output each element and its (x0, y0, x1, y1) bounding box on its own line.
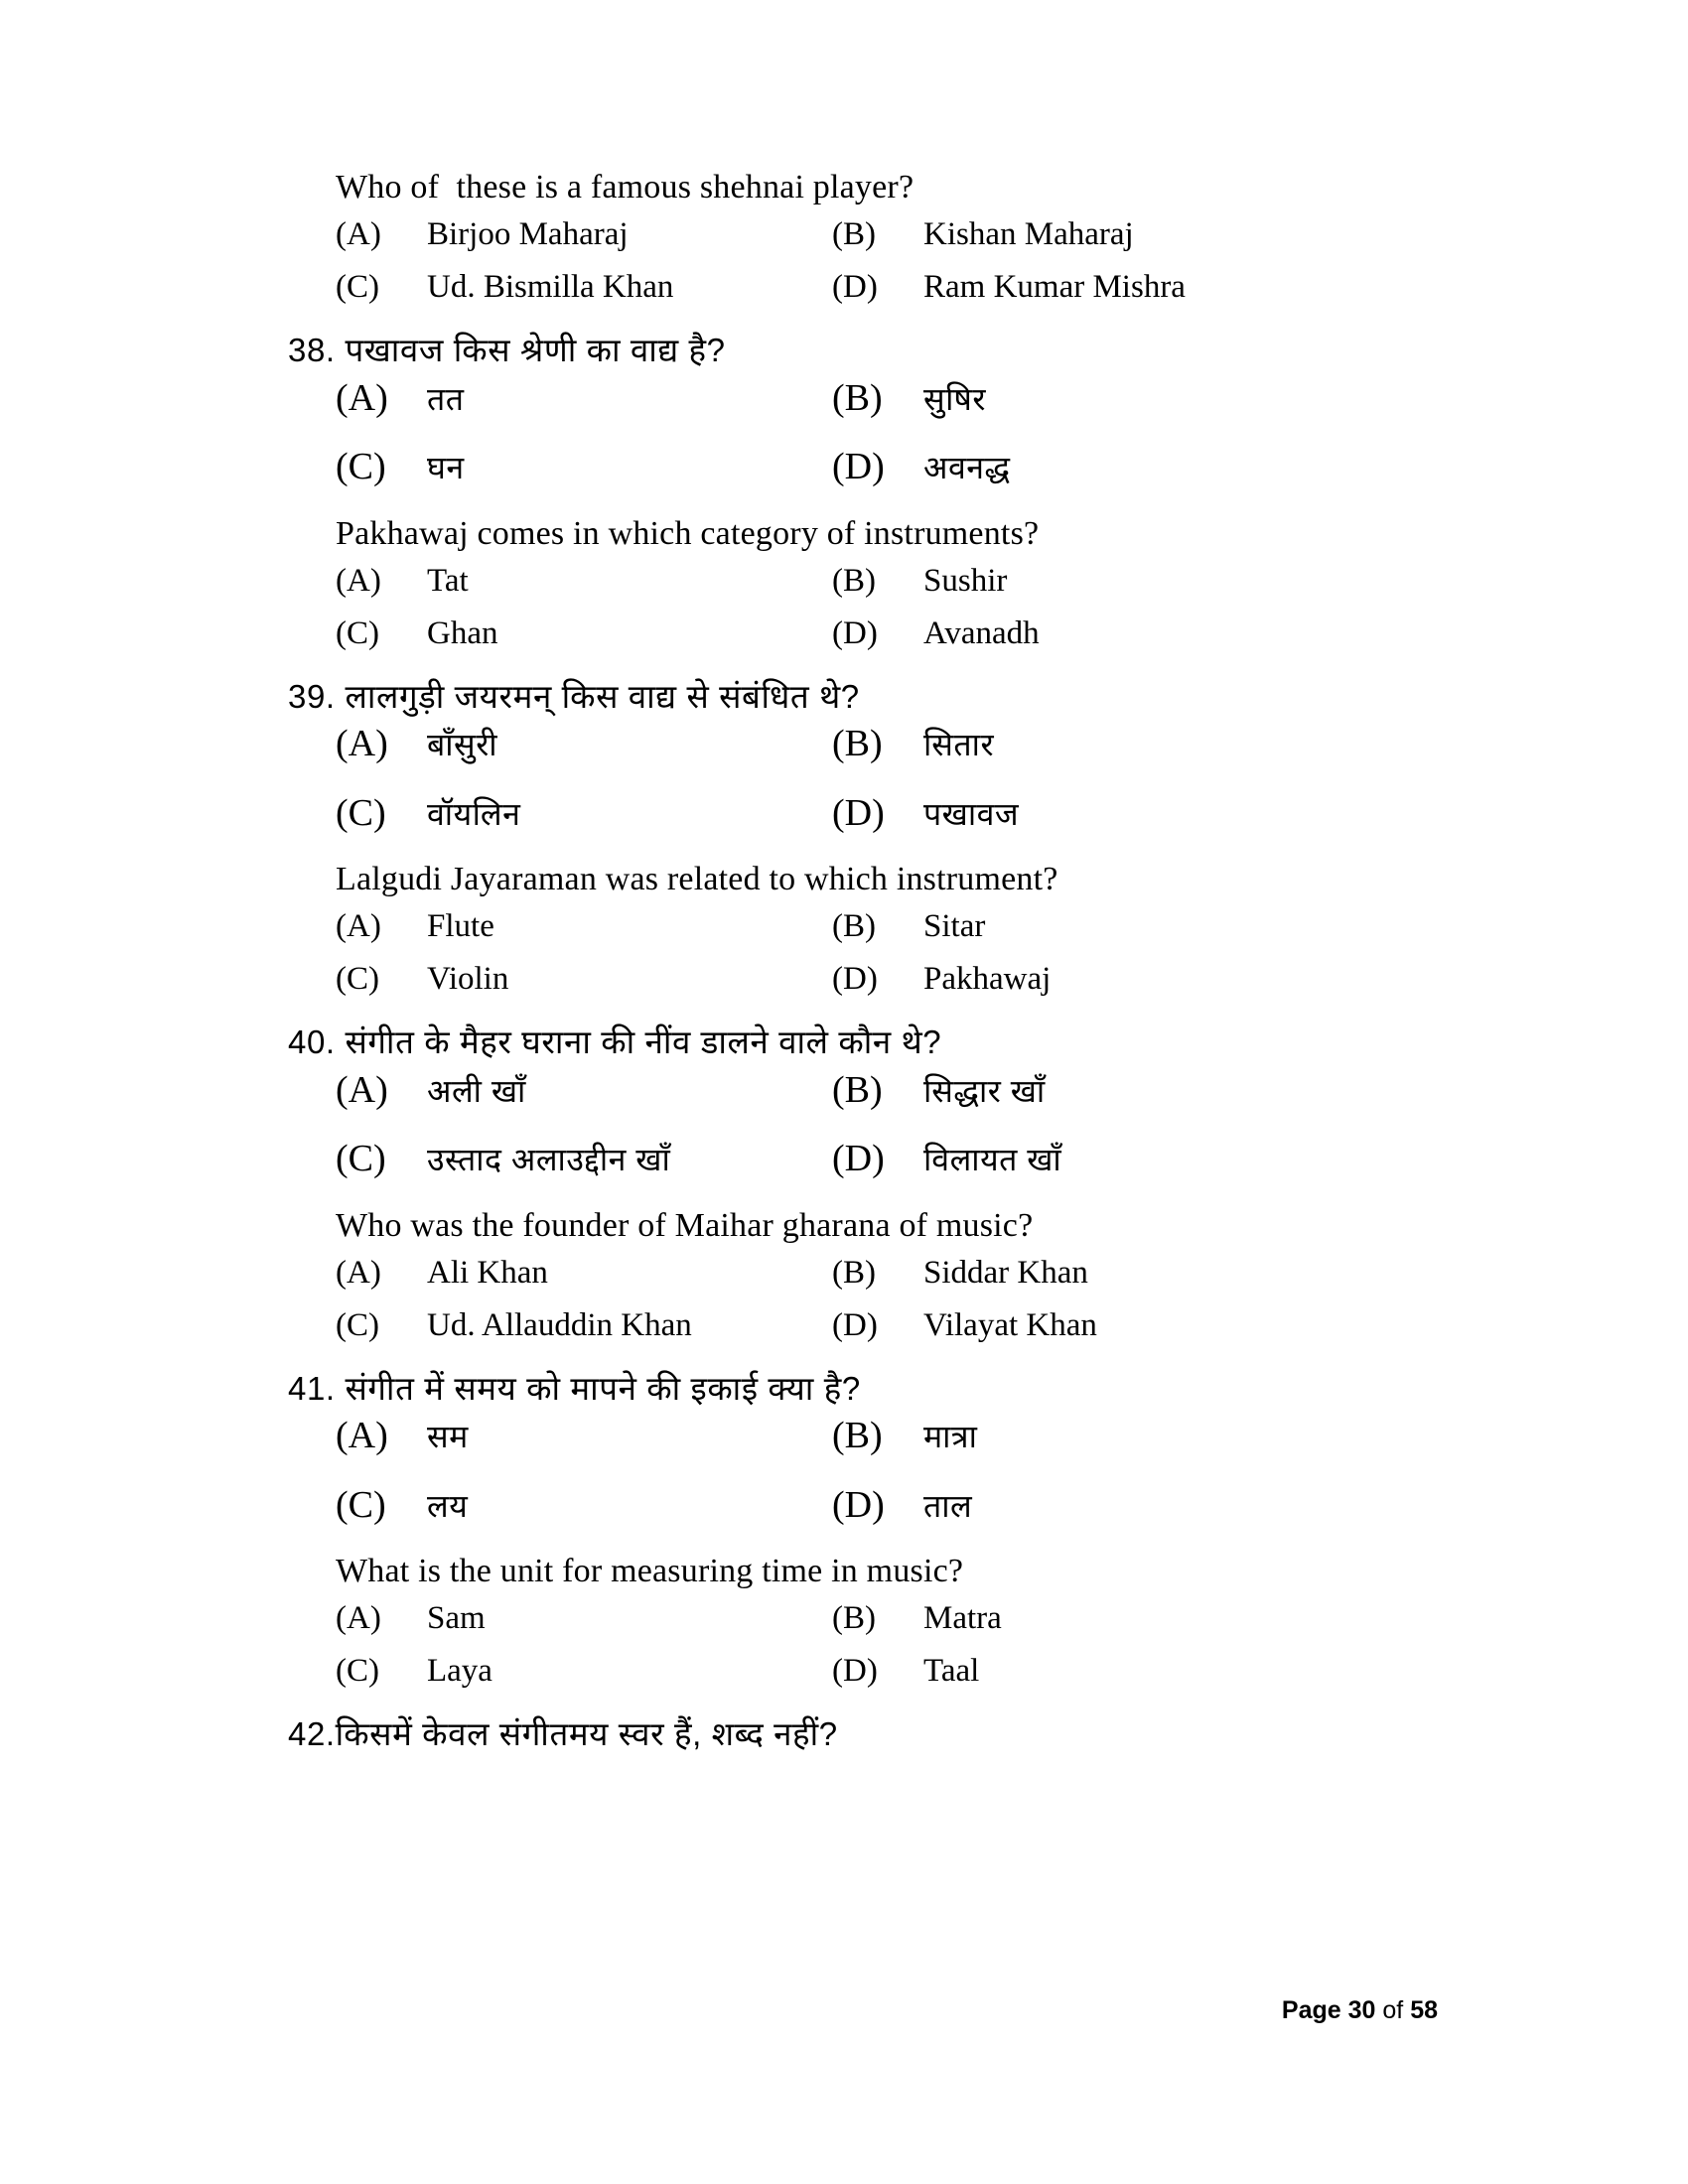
option-d[interactable] (832, 613, 1388, 655)
option-row (336, 1413, 1440, 1460)
option-a[interactable] (336, 375, 832, 423)
option-a[interactable] (336, 1597, 832, 1640)
option-row (336, 1252, 1440, 1295)
option-key: (D) (832, 791, 885, 834)
option-label: मात्रा (923, 1419, 978, 1454)
option-key: (A) (336, 216, 381, 253)
option-row (336, 721, 1440, 768)
option-row (336, 375, 1440, 423)
option-label: अवनद्ध (923, 450, 1011, 485)
option-key: (A) (336, 1068, 388, 1111)
options-english (288, 1597, 1440, 1693)
option-label: Ram Kumar Mishra (923, 269, 1186, 306)
question-stem-hindi: 41. संगीत में समय को मापने की इकाई क्या है? (288, 1369, 861, 1407)
footer-page-label: Page (1281, 1996, 1341, 2024)
option-d[interactable] (832, 790, 1388, 838)
question-stem-hindi: 42.किसमें केवल संगीतमय स्वर हैं, शब्द नहीं? (288, 1715, 838, 1753)
option-row (336, 560, 1440, 603)
option-label: Kishan Maharaj (923, 216, 1134, 253)
option-c[interactable] (336, 1650, 832, 1693)
question-stem-english: Who of these is a famous shehnai player? (336, 169, 914, 205)
option-c[interactable] (336, 613, 832, 655)
option-row (336, 213, 1440, 256)
option-key: (B) (832, 376, 883, 419)
option-key: (D) (832, 1306, 878, 1343)
option-label: बाँसुरी (427, 727, 498, 762)
option-label: विलायत खाँ (923, 1142, 1062, 1177)
option-row (336, 266, 1440, 309)
option-row (336, 1650, 1440, 1693)
option-key: (C) (336, 1653, 379, 1690)
option-label: सितार (923, 727, 995, 762)
option-label: Vilayat Khan (923, 1306, 1097, 1343)
option-row (336, 444, 1440, 491)
option-row (336, 958, 1440, 1001)
option-c[interactable] (336, 790, 832, 838)
option-label: तत (427, 380, 465, 417)
option-c[interactable] (336, 1136, 832, 1183)
option-a[interactable] (336, 213, 832, 256)
footer-total-pages: 58 (1410, 1996, 1438, 2024)
question-stem-hindi: 38. पखावज किस श्रेणी का वाद्य है? (288, 332, 726, 369)
option-d[interactable] (832, 1136, 1388, 1183)
option-label: Flute (427, 908, 494, 945)
option-a[interactable] (336, 721, 832, 768)
option-label: लय (427, 1487, 469, 1524)
question-stem-english: What is the unit for measuring time in music? (336, 1553, 964, 1589)
option-c[interactable] (336, 1482, 832, 1530)
option-b[interactable] (832, 1413, 1388, 1460)
options-hindi (288, 1413, 1440, 1529)
option-key: (B) (832, 1068, 883, 1111)
option-b[interactable] (832, 721, 1388, 768)
option-row (336, 1067, 1440, 1115)
options-english (288, 560, 1440, 655)
options-hindi (288, 375, 1440, 491)
option-b[interactable] (832, 560, 1388, 603)
option-key: (A) (336, 908, 381, 945)
option-label: अली खाँ (427, 1072, 526, 1109)
question-stem-hindi: 40. संगीत के मैहर घराना की नींव डालने वाले कौन थे? (288, 1024, 942, 1061)
option-label: ताल (923, 1487, 973, 1524)
option-label: Laya (427, 1653, 492, 1690)
option-key: (A) (336, 1415, 388, 1456)
option-key: (C) (336, 1483, 386, 1526)
option-label: वॉयलिन (427, 795, 521, 832)
option-a[interactable] (336, 1252, 832, 1295)
option-key: (A) (336, 1254, 381, 1291)
option-label: Sushir (923, 562, 1008, 599)
option-label: Taal (923, 1653, 980, 1690)
option-key: (C) (336, 446, 386, 487)
option-a[interactable] (336, 1067, 832, 1115)
option-label: Birjoo Maharaj (427, 216, 629, 253)
options-english (288, 213, 1440, 309)
option-label: सुषिर (923, 380, 987, 417)
option-key: (C) (336, 961, 379, 998)
question-block-q39 (288, 677, 1440, 1002)
option-label: Ud. Allauddin Khan (427, 1306, 692, 1343)
option-key: (D) (832, 1138, 885, 1179)
option-label: Ali Khan (427, 1254, 548, 1291)
option-b[interactable] (832, 905, 1388, 948)
option-b[interactable] (832, 375, 1388, 423)
option-key: (C) (336, 614, 379, 651)
options-english (288, 1252, 1440, 1347)
option-label: Siddar Khan (923, 1254, 1088, 1291)
option-d[interactable] (832, 1304, 1388, 1347)
options-hindi (288, 721, 1440, 837)
options-english (288, 905, 1440, 1001)
option-label: Matra (923, 1600, 1002, 1637)
option-label: Tat (427, 562, 469, 599)
question-block-q40 (288, 1023, 1440, 1347)
option-d[interactable] (832, 958, 1388, 1001)
option-row (336, 1482, 1440, 1530)
option-a[interactable] (336, 905, 832, 948)
option-label: घन (427, 450, 465, 485)
option-key: (A) (336, 723, 388, 764)
option-key: (D) (832, 446, 885, 487)
question-block-q37 (288, 167, 1440, 309)
footer-of-label: of (1382, 1996, 1404, 2024)
option-row (336, 790, 1440, 838)
option-key: (B) (832, 1600, 876, 1637)
option-key: (B) (832, 562, 876, 599)
options-hindi (288, 1067, 1440, 1183)
option-label: सम (427, 1419, 469, 1454)
option-key: (C) (336, 269, 379, 306)
option-d[interactable] (832, 266, 1388, 309)
option-a[interactable] (336, 1413, 832, 1460)
option-key: (C) (336, 791, 386, 834)
option-b[interactable] (832, 1067, 1388, 1115)
option-label: सिद्धार खाँ (923, 1072, 1046, 1109)
option-key: (D) (832, 1653, 878, 1690)
option-d[interactable] (832, 1482, 1388, 1530)
option-key: (A) (336, 1600, 381, 1637)
option-label: Sitar (923, 908, 986, 945)
option-c[interactable] (336, 444, 832, 491)
option-key: (D) (832, 1483, 885, 1526)
option-key: (D) (832, 269, 878, 306)
option-key: (C) (336, 1138, 386, 1179)
page-footer (1282, 1996, 1438, 2025)
option-d[interactable] (832, 1650, 1388, 1693)
option-label: Ud. Bismilla Khan (427, 269, 674, 306)
option-key: (C) (336, 1306, 379, 1343)
option-key: (A) (336, 562, 381, 599)
option-d[interactable] (832, 444, 1388, 491)
footer-page-number: 30 (1347, 1996, 1376, 2024)
option-row (336, 1136, 1440, 1183)
question-block-q41 (288, 1369, 1440, 1694)
option-label: Pakhawaj (923, 961, 1052, 998)
option-c[interactable] (336, 958, 832, 1001)
option-c[interactable] (336, 266, 832, 309)
option-key: (D) (832, 614, 878, 651)
option-key: (A) (336, 376, 388, 419)
question-block-q38 (288, 331, 1440, 655)
option-row (336, 1597, 1440, 1640)
option-row (336, 613, 1440, 655)
option-b[interactable] (832, 213, 1388, 256)
option-label: पखावज (923, 795, 1020, 832)
question-stem-english: Lalgudi Jayaraman was related to which instrument? (336, 861, 1058, 897)
option-b[interactable] (832, 1252, 1388, 1295)
option-key: (D) (832, 961, 878, 998)
question-stem-english: Pakhawaj comes in which category of instruments? (336, 514, 1040, 552)
option-row (336, 905, 1440, 948)
option-label: Violin (427, 961, 509, 998)
option-label: उस्ताद अलाउद्दीन खाँ (427, 1142, 671, 1177)
option-label: Ghan (427, 614, 498, 651)
option-label: Sam (427, 1600, 486, 1637)
option-label: Avanadh (923, 614, 1040, 651)
question-stem-english: Who was the founder of Maihar gharana of music? (336, 1206, 1034, 1244)
option-key: (B) (832, 908, 876, 945)
question-stem-hindi: 39. लालगुड़ी जयरमन् किस वाद्य से संबंधित थे? (288, 677, 860, 715)
option-b[interactable] (832, 1597, 1388, 1640)
option-c[interactable] (336, 1304, 832, 1347)
option-key: (B) (832, 1415, 883, 1456)
option-key: (B) (832, 216, 876, 253)
option-key: (B) (832, 1254, 876, 1291)
option-key: (B) (832, 723, 883, 764)
question-block-q42 (288, 1714, 1440, 1754)
option-a[interactable] (336, 560, 832, 603)
option-row (336, 1304, 1440, 1347)
